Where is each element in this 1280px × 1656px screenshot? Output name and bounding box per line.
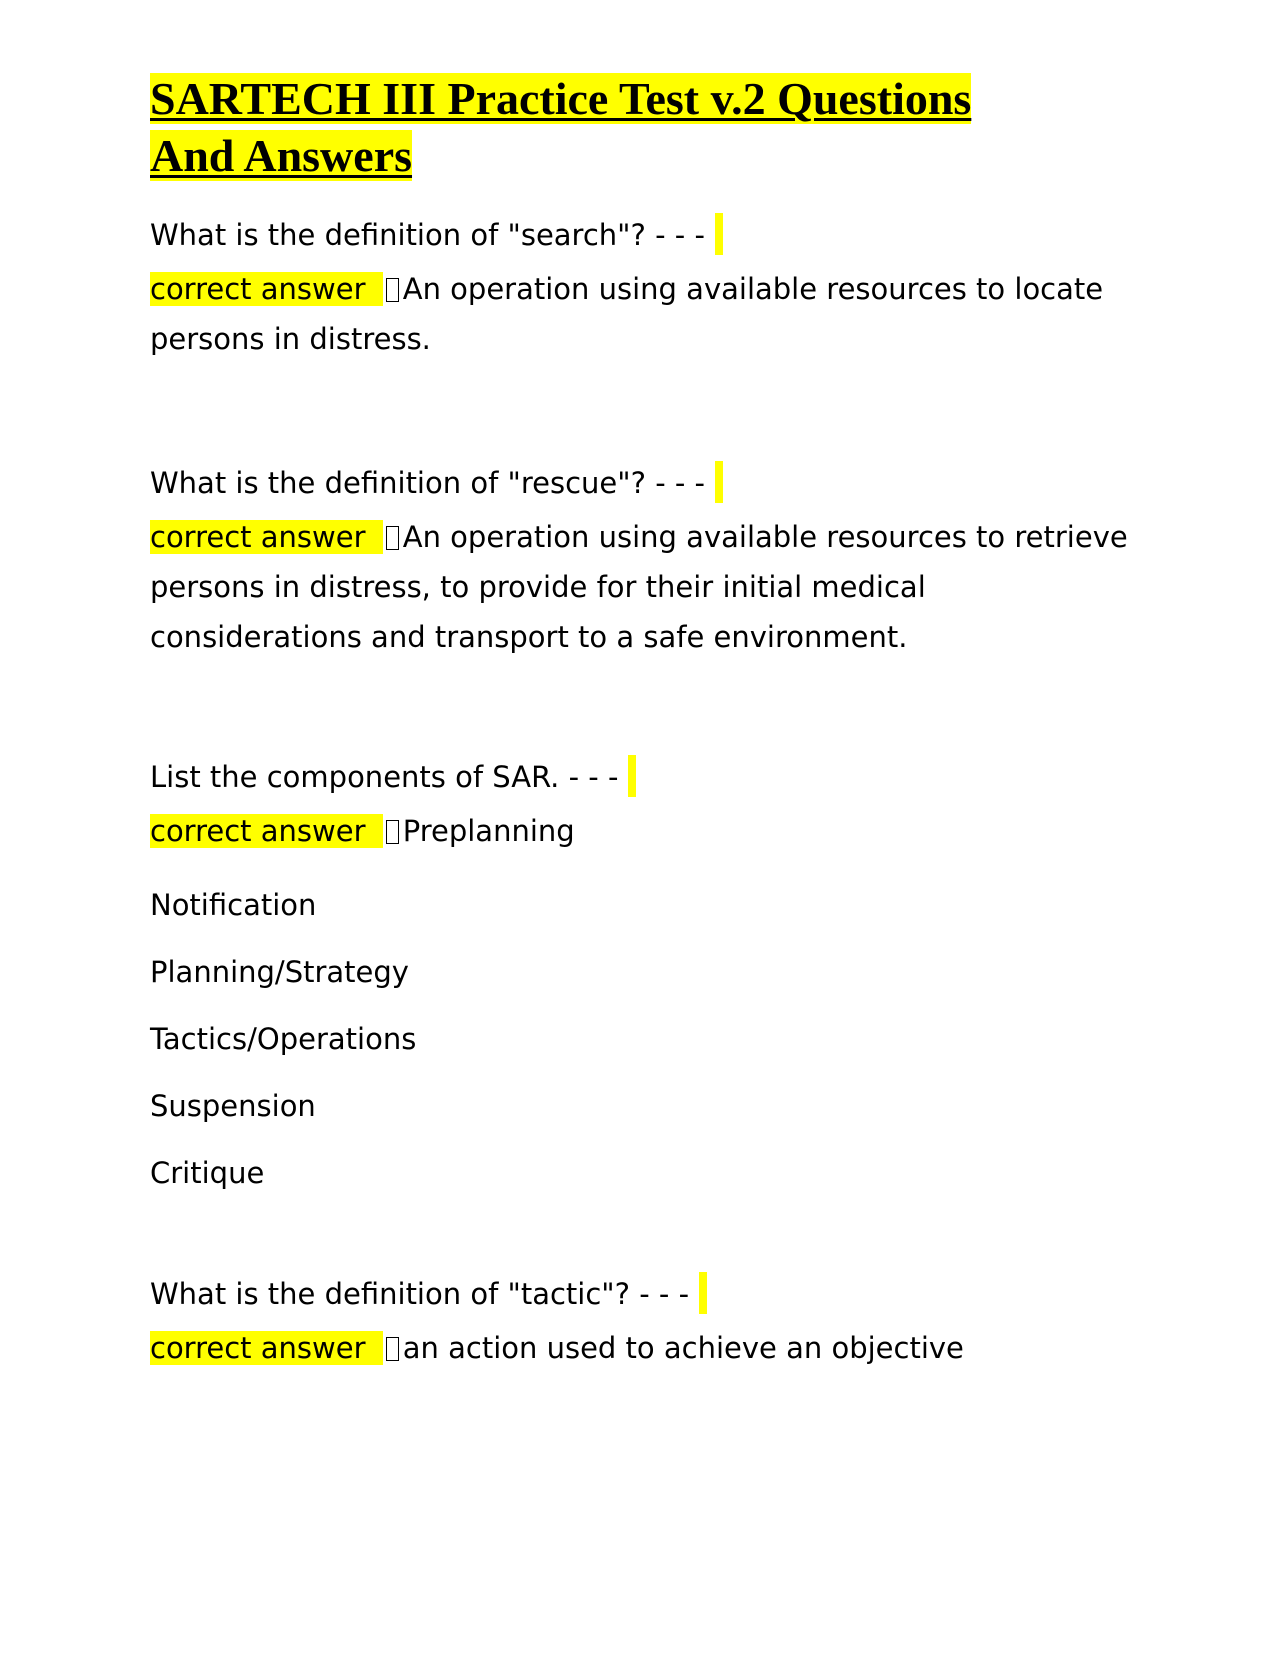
correct-answer-label: correct answer [150,272,383,306]
document-page [150,70,1130,1373]
highlight-marker [628,755,636,797]
missing-glyph-box-icon [386,278,399,302]
title-line-1: SARTECH III Practice Test v.2 Questions [150,73,972,124]
question-tactic: What is the definition of "tactic"? - - - [150,1277,690,1311]
qa-item-search [150,210,1130,364]
list-item: Planning/Strategy [150,955,409,989]
highlight-marker [715,213,723,255]
spacer [150,364,1130,458]
list-item: Tactics/Operations [150,1022,417,1056]
answer-rescue: An operation using available resources to retrieve persons in distress, to provide for their initial medical considerations and transport to a safe environment. [150,520,1128,654]
highlight-marker [699,1272,707,1314]
list-item: Critique [150,1156,265,1190]
title-line-2: And Answers [150,130,413,181]
missing-glyph-box-icon [386,526,399,550]
answer-tactic: an action used to achieve an objective [402,1331,964,1365]
qa-item-components [150,752,1130,1191]
question-components: List the components of SAR. - - - [150,760,619,794]
question-search: What is the definition of "search"? - - - [150,218,705,252]
question-text [150,210,1130,260]
document-title [150,70,1130,184]
qa-item-tactic [150,1269,1130,1373]
missing-glyph-box-icon [386,1337,399,1361]
answer-text [150,512,1130,662]
list-item: Notification [150,888,317,922]
correct-answer-label: correct answer [150,1331,383,1365]
missing-glyph-box-icon [386,820,399,844]
question-text [150,1269,1130,1319]
answer-text [150,264,1130,364]
answer-components-first: Preplanning [402,814,575,848]
answer-text [150,1323,1130,1373]
spacer [150,662,1130,752]
qa-item-rescue [150,458,1130,662]
highlight-marker [715,461,723,503]
question-text [150,458,1130,508]
correct-answer-label: correct answer [150,814,383,848]
answer-search: An operation using available resources to locate persons in distress. [150,272,1104,356]
list-item: Suspension [150,1089,316,1123]
question-rescue: What is the definition of "rescue"? - - - [150,466,706,500]
question-text [150,752,1130,802]
correct-answer-label: correct answer [150,520,383,554]
answer-text [150,806,1130,856]
spacer [150,1191,1130,1269]
